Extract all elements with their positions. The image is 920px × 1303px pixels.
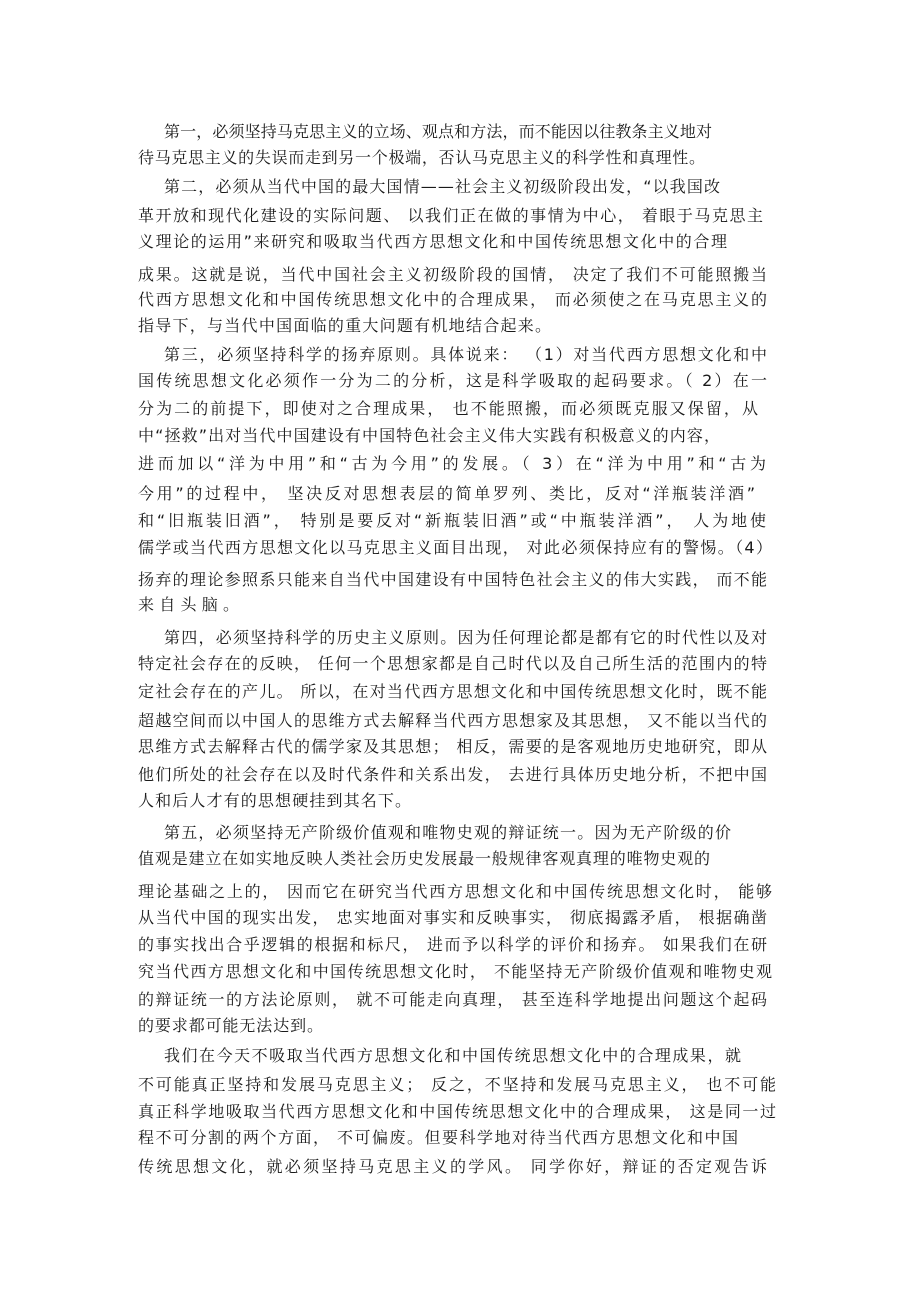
text-line: 他们所处的社会存在以及时代条件和关系出发， 去进行具体历史地分析，不把中国 (138, 765, 769, 784)
text-line: 真正科学地吸取当代西方思想文化和中国传统思想文化中的合理成果， 这是同一过 (138, 1102, 778, 1121)
text-line: 革开放和现代化建设的实际问题、 以我们正在做的事情为中心， 着眼于马克思主 (138, 206, 765, 225)
text-line: 国传统思想文化必须作一分为二的分析，这是科学吸取的起码要求。（ 2）在一 (138, 371, 770, 390)
text-line: 扬弃的理论参照系只能来自当代中国建设有中国特色社会主义的伟大实践， 而不能 (138, 570, 769, 589)
text-line: 分为二的前提下，即使对之合理成果， 也不能照搬，而必须既克服又保留，从 (138, 399, 761, 418)
text-line: 我们在今天不吸取当代西方思想文化和中国传统思想文化中的合理成果，就 (164, 1046, 743, 1065)
text-line: 待马克思主义的失误而走到另一个极端，否认马克思主义的科学性和真理性。 (138, 148, 706, 167)
text-line: 进而加以“洋为中用”和“古为今用”的发展。（ 3）在“洋为中用”和“古为 (138, 454, 770, 473)
text-line: 人和后人才有的思想硬挂到其名下。 (138, 791, 413, 810)
text-line: 不可能真正坚持和发展马克思主义； 反之，不坚持和发展马克思主义， 也不可能 (138, 1075, 778, 1094)
text-line: 值观是建立在如实地反映人类社会历史发展最一般规律客观真理的唯物史观的 (138, 849, 711, 868)
text-line: 特定社会存在的反映， 任何一个思想家都是自己时代以及自己所生活的范围内的特 (138, 654, 769, 673)
text-line: 今用”的过程中， 坚决反对思想表层的简单罗列、类比，反对“洋瓶装洋酒” (138, 484, 758, 503)
text-line: 第三，必须坚持科学的扬弃原则。具体说来： （1）对当代西方思想文化和中 (164, 345, 769, 364)
text-line: 儒学或当代西方思想文化以马克思主义面目出现， 对此必须保持应有的警惕。（4） (138, 538, 774, 557)
text-line: 第一，必须坚持马克思主义的立场、观点和方法，而不能因以往教条主义地对 (164, 122, 713, 141)
text-line: 来自头脑。 (138, 595, 245, 614)
text-line: 的事实找出合乎逻辑的根据和标尺， 进而予以科学的评价和扬弃。 如果我们在研 (138, 935, 769, 954)
text-line: 中“拯救”出对当代中国建设有中国特色社会主义伟大实践有积极意义的内容， (138, 426, 722, 445)
text-line: 成果。这就是说，当代中国社会主义初级阶段的国情， 决定了我们不可能照搬当 (138, 265, 769, 284)
text-line: 从当代中国的现实出发， 忠实地面对事实和反映事实， 彻底揭露矛盾， 根据确凿 (138, 908, 769, 927)
text-line: 定社会存在的产儿。 所以，在对当代西方思想文化和中国传统思想文化时，既不能 (138, 682, 769, 701)
text-line: 的要求都可能无法达到。 (138, 1016, 324, 1035)
text-line: 第五，必须坚持无产阶级价值观和唯物史观的辩证统一。因为无产阶级的价 (164, 823, 733, 842)
text-line: 理论基础之上的， 因而它在研究当代西方思想文化和中国传统思想文化时， 能够 (138, 882, 774, 901)
text-line: 超越空间而以中国人的思维方式去解释当代西方思想家及其思想， 又不能以当代的 (138, 711, 769, 730)
text-line: 义理论的运用”来研究和吸取当代西方思想文化和中国传统思想文化中的合理 (138, 232, 729, 251)
text-line: 的辩证统一的方法论原则， 就不可能走向真理， 甚至连科学地提出问题这个起码 (138, 990, 769, 1009)
text-line: 思维方式去解释古代的儒学家及其思想； 相反，需要的是客观地历史地研究，即从 (138, 737, 769, 756)
text-line: 指导下，与当代中国面临的重大问题有机地结合起来。 (138, 316, 553, 335)
text-line: 传统思想文化，就必须坚持马克思主义的学风。 同学你好，辩证的否定观告诉 (138, 1157, 770, 1176)
text-line: 第二，必须从当代中国的最大国情——社会主义初级阶段出发，“以我国改 (164, 177, 722, 196)
text-line: 究当代西方思想文化和中国传统思想文化时， 不能坚持无产阶级价值观和唯物史观 (138, 962, 774, 981)
text-line: 和“旧瓶装旧酒”， 特别是要反对“新瓶装旧酒”或“中瓶装洋酒”， 人为地使 (138, 511, 769, 530)
text-line: 程不可分割的两个方面， 不可偏废。但要科学地对待当代西方思想文化和中国 (138, 1128, 740, 1147)
text-line: 代西方思想文化和中国传统思想文化中的合理成果， 而必须使之在马克思主义的 (138, 290, 769, 309)
text-line: 第四，必须坚持科学的历史主义原则。因为任何理论都是都有它的时代性以及对 (164, 628, 769, 647)
